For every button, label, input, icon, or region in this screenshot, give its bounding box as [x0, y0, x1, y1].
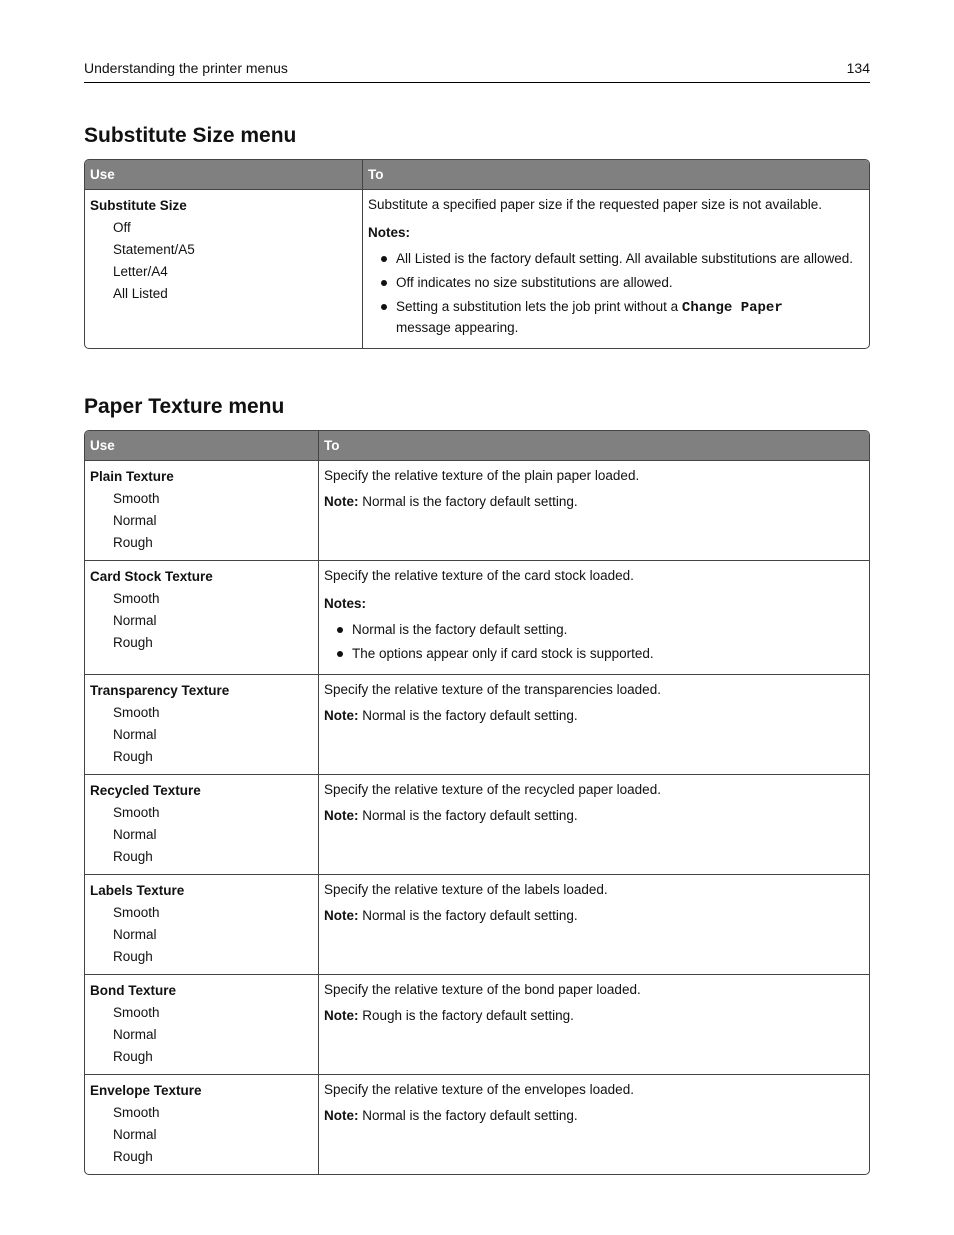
to-cell: [318, 1074, 869, 1174]
table-row: [85, 974, 869, 1074]
note: [324, 1006, 864, 1026]
menu-option: Normal: [113, 827, 157, 842]
note: [324, 906, 864, 926]
menu-option: Smooth: [113, 591, 160, 606]
to-cell: [318, 974, 869, 1074]
substitute-size-title: Substitute Size menu: [84, 124, 297, 147]
note-item: Normal is the factory default setting.: [324, 620, 864, 639]
menu-option: Rough: [113, 749, 153, 764]
menu-option: Rough: [113, 849, 153, 864]
note: [324, 806, 864, 826]
description: Substitute a specified paper size if the requested paper size is not available.: [368, 197, 823, 212]
description: Specify the relative texture of the recycled paper loaded.: [324, 782, 661, 797]
note: [324, 1106, 864, 1126]
menu-option: Smooth: [113, 905, 160, 920]
notes-list: [368, 249, 864, 337]
paper-texture-table: [84, 430, 870, 1175]
use-cell: [85, 190, 362, 348]
menu-item-name: Envelope Texture: [90, 1083, 202, 1098]
menu-item-name: Card Stock Texture: [90, 569, 213, 584]
menu-item-name: Transparency Texture: [90, 683, 230, 698]
note-text: Normal is the factory default setting.: [362, 1108, 578, 1123]
menu-option: Smooth: [113, 805, 160, 820]
note-label: Note:: [324, 494, 359, 509]
table-row: [85, 560, 869, 674]
note-label: Note:: [324, 808, 359, 823]
column-header-use: Use: [85, 431, 318, 461]
use-cell: [85, 774, 318, 874]
use-cell: [85, 874, 318, 974]
menu-option: Rough: [113, 949, 153, 964]
substitute-size-table: [84, 159, 870, 349]
menu-option: Normal: [113, 727, 157, 742]
column-header-use: Use: [85, 160, 362, 190]
notes-label: Notes:: [324, 596, 367, 611]
use-cell: [85, 974, 318, 1074]
menu-item-name: Labels Texture: [90, 883, 185, 898]
menu-option: Normal: [113, 927, 157, 942]
to-cell: [362, 190, 869, 348]
note-label: Note:: [324, 1008, 359, 1023]
note-text: Rough is the factory default setting.: [362, 1008, 574, 1023]
column-header-to: To: [362, 160, 869, 190]
menu-option: Statement/A5: [113, 242, 195, 257]
to-cell: [318, 560, 869, 674]
note-text: Normal is the factory default setting.: [362, 494, 578, 509]
column-header-to: To: [318, 431, 869, 461]
note-text: message appearing.: [396, 320, 519, 335]
description: Specify the relative texture of the labels loaded.: [324, 882, 608, 897]
menu-option: Normal: [113, 613, 157, 628]
page-number: 134: [846, 60, 870, 76]
use-cell: [85, 461, 318, 560]
menu-item-name: Recycled Texture: [90, 783, 201, 798]
note-label: Note:: [324, 908, 359, 923]
table-row: [85, 674, 869, 774]
menu-option: Off: [113, 220, 131, 235]
note-item: Off indicates no size substitutions are allowed.: [368, 273, 864, 292]
table-row: [85, 774, 869, 874]
menu-option: Smooth: [113, 705, 160, 720]
menu-option: Smooth: [113, 491, 160, 506]
description: Specify the relative texture of the card stock loaded.: [324, 568, 634, 583]
table-row: [85, 190, 869, 348]
description: Specify the relative texture of the bond paper loaded.: [324, 982, 641, 997]
menu-option: Normal: [113, 1127, 157, 1142]
note: [324, 492, 864, 512]
menu-option: Smooth: [113, 1105, 160, 1120]
note-label: Note:: [324, 708, 359, 723]
use-cell: [85, 1074, 318, 1174]
menu-option: Rough: [113, 535, 153, 550]
change-paper-code: Change Paper: [681, 300, 783, 316]
paper-texture-title: Paper Texture menu: [84, 395, 285, 418]
menu-item-name: Plain Texture: [90, 469, 174, 484]
note-label: Note:: [324, 1108, 359, 1123]
menu-option: All Listed: [113, 286, 168, 301]
note-text: Normal is the factory default setting.: [362, 708, 578, 723]
menu-option: Rough: [113, 1149, 153, 1164]
note: [324, 706, 864, 726]
menu-option: Smooth: [113, 1005, 160, 1020]
to-cell: [318, 674, 869, 774]
to-cell: [318, 774, 869, 874]
menu-option: Rough: [113, 635, 153, 650]
table-row: [85, 461, 869, 560]
menu-option: Normal: [113, 513, 157, 528]
table-row: [85, 874, 869, 974]
header-title: Understanding the printer menus: [84, 60, 288, 76]
note-text: Normal is the factory default setting.: [362, 908, 578, 923]
note-item: All Listed is the factory default setting. All available substitutions are allowed.: [368, 249, 864, 268]
note-text: Normal is the factory default setting.: [362, 808, 578, 823]
note-item: The options appear only if card stock is supported.: [324, 644, 864, 663]
description: Specify the relative texture of the plain paper loaded.: [324, 468, 640, 483]
menu-item-name: Bond Texture: [90, 983, 177, 998]
use-cell: [85, 674, 318, 774]
table-row: [85, 1074, 869, 1174]
menu-option: Normal: [113, 1027, 157, 1042]
page-header: [84, 60, 870, 83]
menu-option: Rough: [113, 1049, 153, 1064]
to-cell: [318, 461, 869, 560]
to-cell: [318, 874, 869, 974]
menu-item-name: Substitute Size: [90, 198, 187, 213]
notes-list: [324, 620, 864, 663]
use-cell: [85, 560, 318, 674]
note-text: Setting a substitution lets the job print without a: [396, 299, 682, 314]
note-item: [368, 297, 864, 337]
menu-option: Letter/A4: [113, 264, 168, 279]
description: Specify the relative texture of the transparencies loaded.: [324, 682, 661, 697]
description: Specify the relative texture of the envelopes loaded.: [324, 1082, 634, 1097]
notes-label: Notes:: [368, 225, 411, 240]
